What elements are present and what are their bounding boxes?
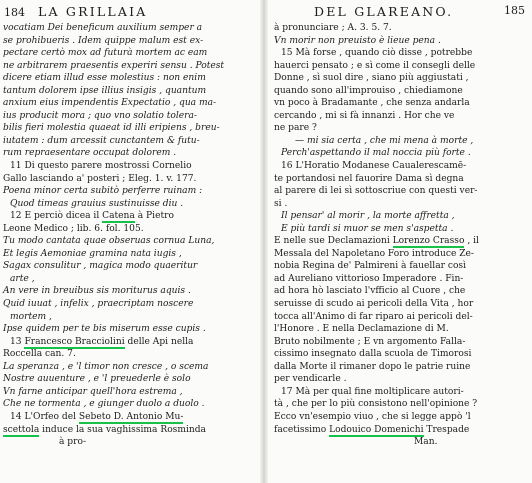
- right-text-line: [274, 373, 532, 386]
- text-segment: te portandosi nel fauorire Dama sì degna: [274, 173, 464, 184]
- left-text-line: [3, 348, 262, 361]
- left-text-line: [3, 273, 262, 286]
- right-text-line: [274, 97, 532, 110]
- right-running-head: DEL GLAREANO.: [314, 4, 454, 19]
- text-segment: Man.: [414, 437, 438, 448]
- left-text-line: [3, 298, 262, 311]
- left-page: [0, 0, 262, 483]
- text-segment: tà , che per lo più consistono nell'opinione ?: [274, 399, 478, 410]
- text-segment: nobia Regina de' Palmireni à fauellar così: [274, 261, 467, 272]
- right-text-line: [274, 348, 532, 361]
- highlighted-name: Francesco Bracciolini: [24, 336, 125, 347]
- left-text-line: [3, 110, 262, 123]
- right-text-line: [274, 110, 532, 123]
- text-segment: Sagax consulitur , magica modo quaeritur: [3, 261, 198, 272]
- left-text-line: [3, 260, 262, 273]
- text-segment: Bruto nobilmente ; E vn argomento Falla-: [274, 336, 466, 347]
- right-text-line: [274, 198, 532, 211]
- text-segment: al parere di lei sì sottoscriue con questi ver-: [274, 186, 478, 197]
- text-segment: Ecco vn'esempio viuo , che si legge appò 'l: [274, 411, 471, 422]
- text-segment: cissimo insegnato dalla scuola de Timorosi: [274, 349, 472, 360]
- left-text-line: [3, 323, 262, 336]
- left-text-line: [3, 361, 262, 374]
- left-text-line: [3, 35, 262, 48]
- text-segment: delle Api nella: [124, 336, 194, 347]
- right-text-line: [274, 273, 532, 286]
- text-segment: Trespade: [423, 424, 470, 435]
- left-page-body: [3, 22, 262, 449]
- text-segment: Leone Medico ; lib. 6. fol. 105.: [3, 223, 144, 234]
- text-segment: Nostre auuenture , e 'l preuederle è solo: [3, 374, 191, 385]
- left-text-line: [3, 311, 262, 324]
- left-text-line: [3, 373, 262, 386]
- text-segment: rum repraesentare occupat dolorem .: [3, 148, 177, 159]
- right-page-number: 185: [504, 4, 525, 17]
- left-text-line: [3, 85, 262, 98]
- text-segment: se prohibueris . Idem quippe malum est ex-: [3, 35, 204, 46]
- left-text-line: [3, 424, 262, 437]
- right-text-line: [274, 147, 532, 160]
- text-segment: Che ne tormenta , e giunger duolo a duolo .: [3, 399, 205, 410]
- left-text-line: [3, 210, 262, 223]
- text-segment: induce la sua vaghissima Rosminda: [39, 424, 206, 435]
- text-segment: Messala del Napoletano Foro introduce Ze-: [274, 248, 474, 259]
- right-page-header: [266, 4, 528, 22]
- text-segment: seruisse di scudo ai pericoli della Vita , hor: [274, 299, 474, 310]
- text-segment: bilis fieri molestia quaeat id illi eripiens , breu-: [3, 123, 220, 134]
- right-text-line: [274, 35, 532, 48]
- right-text-line: [274, 260, 532, 273]
- text-segment: 16 L'Horatio Modanese Caualerescamē-: [281, 161, 467, 172]
- right-text-line: [274, 85, 532, 98]
- left-text-line: [3, 436, 262, 449]
- right-page: [266, 0, 532, 483]
- text-segment: ad Aureliano vittorioso Imperadore . Fin-: [274, 273, 464, 284]
- text-segment: 13: [10, 336, 25, 347]
- right-text-line: [274, 311, 532, 324]
- text-segment: tocca all'Animo di far riparo ai pericoli del-: [274, 311, 473, 322]
- text-segment: arte ,: [10, 273, 35, 284]
- right-text-line: [274, 135, 532, 148]
- right-text-line: [274, 72, 532, 85]
- right-text-line: [274, 223, 532, 236]
- text-segment: 14 L'Orfeo del: [10, 411, 79, 422]
- text-segment: ne arbitrarem praesentis experiri sensu . Potest: [3, 60, 225, 71]
- left-text-line: [3, 72, 262, 85]
- left-text-line: [3, 411, 262, 424]
- left-text-line: [3, 398, 262, 411]
- text-segment: Poena minor certa subitò perferre ruinam :: [3, 186, 203, 197]
- right-text-line: [274, 424, 532, 437]
- text-segment: Tu modo cantata quae obseruas cornua Luna,: [3, 236, 215, 247]
- text-segment: — mi sia certa , che mi mena à morte ,: [295, 135, 474, 146]
- right-text-line: [274, 47, 532, 60]
- text-segment: hauerci pensato ; e sì come il consegli delle: [274, 60, 476, 71]
- highlighted-name: Lodouico Domenichi: [329, 424, 424, 435]
- left-running-head: LA GRILLAIA: [38, 4, 148, 19]
- right-text-line: [274, 436, 532, 449]
- left-text-line: [3, 22, 262, 35]
- right-text-line: [274, 122, 532, 135]
- text-segment: quando sono all'improuiso , chiediamone: [274, 85, 463, 96]
- right-text-line: [274, 248, 532, 261]
- text-segment: si .: [274, 198, 288, 209]
- left-text-line: [3, 135, 262, 148]
- text-segment: Ipse quidem per te bis miserum esse cupis .: [3, 324, 206, 335]
- text-segment: ius producit mora ; quo vno solatio tolera-: [3, 110, 197, 121]
- text-segment: 17 Mà per qual fine moltiplicare autori-: [281, 386, 464, 397]
- left-page-number: 184: [4, 6, 25, 19]
- right-text-line: [274, 173, 532, 186]
- right-text-line: [274, 361, 532, 374]
- text-segment: l'Honore . E nella Declamazione di M.: [274, 324, 449, 335]
- right-text-line: [274, 411, 532, 424]
- right-page-body: [274, 22, 532, 449]
- highlighted-name: scettola: [3, 424, 40, 435]
- text-segment: Donne , sì suol dire , siano più aggiustati ,: [274, 73, 469, 84]
- left-text-line: [3, 160, 262, 173]
- text-segment: An vere in breuibus sis moriturus aquis .: [3, 286, 191, 297]
- right-text-line: [274, 235, 532, 248]
- text-segment: anxium eius impendentis Expectatio , qua ma-: [3, 98, 217, 109]
- text-segment: ne pare ?: [274, 123, 317, 134]
- text-segment: Roccella can. 7.: [3, 349, 76, 360]
- text-segment: Quod timeas grauius sustinuisse diu .: [10, 198, 184, 209]
- text-segment: Gallo lasciando a' posteri ; Eleg. 1. v. 177.: [3, 173, 197, 184]
- left-text-line: [3, 386, 262, 399]
- text-segment: 12 E perciò dicea il: [10, 211, 103, 222]
- left-text-line: [3, 198, 262, 211]
- left-text-line: [3, 336, 262, 349]
- right-text-line: [274, 323, 532, 336]
- left-text-line: [3, 60, 262, 73]
- text-segment: E più tardi si muor se men s'aspetta .: [281, 223, 454, 234]
- text-segment: à pronunciare ; A. 3. 5. 7.: [274, 23, 392, 33]
- right-text-line: [274, 336, 532, 349]
- left-text-line: [3, 235, 262, 248]
- text-segment: Vn morir non preuisto è lieue pena .: [274, 35, 441, 46]
- text-segment: Et legis Aemoniae gramina nata iugis ,: [3, 248, 182, 259]
- right-text-line: [274, 386, 532, 399]
- right-text-line: [274, 210, 532, 223]
- text-segment: à pro-: [59, 437, 87, 448]
- text-segment: La speranza , e 'l timor non cresce , o scema: [3, 361, 209, 372]
- right-text-line: [274, 185, 532, 198]
- text-segment: dalla Morte il rimaner dopo le patrie ruine: [274, 361, 471, 372]
- left-text-line: [3, 97, 262, 110]
- right-text-line: [274, 22, 532, 35]
- text-segment: Perch'aspettando il mal noccia più forte .: [281, 148, 471, 159]
- text-segment: dicere etiam illud esse molestius : non enim: [3, 73, 206, 84]
- highlighted-name: Sebeto D. Antonio Mu-: [78, 411, 184, 422]
- left-text-line: [3, 248, 262, 261]
- left-text-line: [3, 122, 262, 135]
- right-text-line: [274, 298, 532, 311]
- text-segment: Vn farne anticipar quell'hora estrema ,: [3, 386, 183, 397]
- left-text-line: [3, 47, 262, 60]
- left-text-line: [3, 223, 262, 236]
- text-segment: vn poco à Bradamante , che senza andarla: [274, 98, 470, 109]
- text-segment: 11 Di questo parere mostrossi Cornelio: [10, 161, 192, 172]
- right-text-line: [274, 285, 532, 298]
- highlighted-name: Catena: [102, 211, 135, 222]
- right-text-line: [274, 60, 532, 73]
- text-segment: vocatiam Dei beneficum auxilium semper a: [3, 23, 203, 33]
- text-segment: facetissimo: [274, 424, 330, 435]
- right-text-line: [274, 160, 532, 173]
- text-segment: 15 Mà forse , quando ciò disse , potrebbe: [281, 48, 473, 59]
- text-segment: ad hora hò lasciato l'vfficio al Cuore , che: [274, 286, 466, 297]
- text-segment: mortem ,: [10, 311, 52, 322]
- text-segment: pectare certò mox ad futurà mortem ac eam: [3, 48, 208, 59]
- text-segment: E nelle sue Declamazioni: [274, 236, 393, 247]
- text-segment: cercando , mi si fà innanzi . Hor che ve: [274, 110, 455, 121]
- text-segment: à Pietro: [134, 211, 174, 222]
- left-text-line: [3, 285, 262, 298]
- left-text-line: [3, 185, 262, 198]
- text-segment: Il pensar' al morir , la morte affretta ,: [281, 211, 455, 222]
- right-text-line: [274, 398, 532, 411]
- text-segment: tantum dolorem ipse illius insigis , quantum: [3, 85, 207, 96]
- left-page-header: [4, 4, 256, 22]
- text-segment: , il: [464, 236, 479, 247]
- text-segment: Quid iuuat , infelix , praecriptam noscere: [3, 299, 194, 310]
- highlighted-name: Lorenzo Crasso: [392, 236, 465, 247]
- left-text-line: [3, 147, 262, 160]
- text-segment: per vendicarle .: [274, 374, 347, 385]
- left-text-line: [3, 173, 262, 186]
- text-segment: iutatem : dum arcessit cunctantem & futu-: [3, 135, 200, 146]
